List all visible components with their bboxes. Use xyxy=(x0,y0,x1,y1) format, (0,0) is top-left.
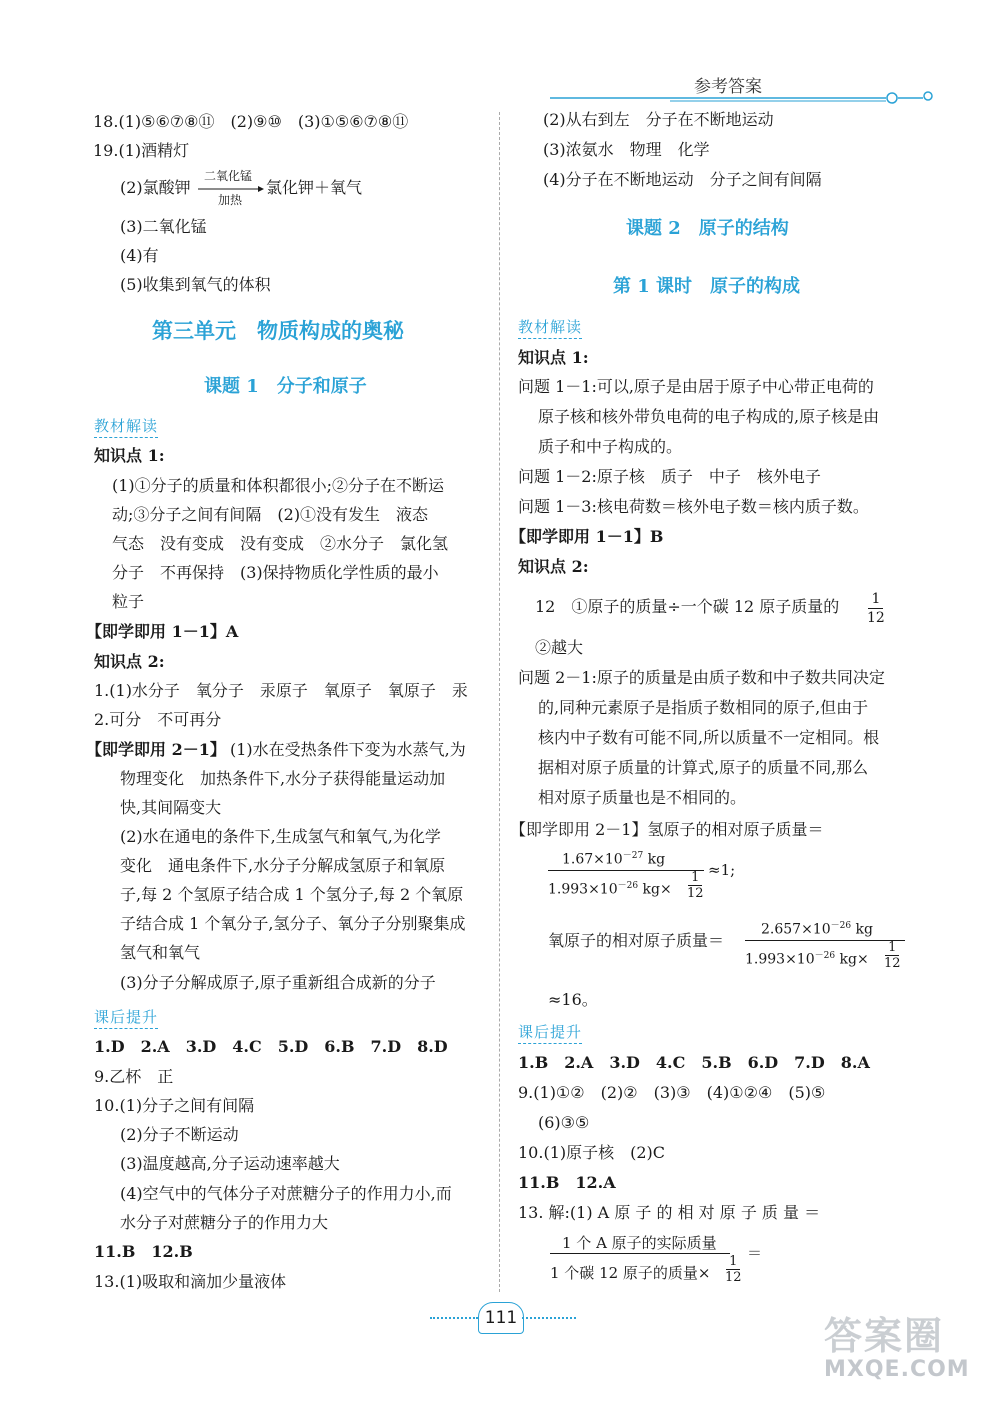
kp2-answer-1: 1.(1)水分子 氧分子 汞原子 氧原子 氧原子 汞 xyxy=(94,681,468,700)
answer-10-line: (4)空气中的气体分子对蔗糖分子的作用力小,而 xyxy=(120,1184,452,1203)
knowledge-point-2-r: 知识点 2: xyxy=(518,557,589,576)
answer-18: 18.(1)⑤⑥⑦⑧⑪ (2)⑨⑩ (3)①⑤⑥⑦⑧⑪ xyxy=(93,112,409,131)
fraction-bar xyxy=(548,870,704,871)
quick-use-1-1-r: 【即学即用 1－1】B xyxy=(510,527,664,546)
question-2-1-line: 的,同种元素原子是指质子数相同的原子,但由于 xyxy=(538,698,869,717)
answer-19: 19.(1)酒精灯 xyxy=(93,141,190,160)
answer-r-13: 13. 解:(1) A 原 子 的 相 对 原 子 质 量 ＝ xyxy=(518,1203,821,1222)
answer-19-2-product: 氯化钾＋氧气 xyxy=(266,178,363,197)
kp1-line: 气态 没有变成 没有变成 ②水分子 氯化氢 xyxy=(112,534,449,553)
answer-19-5: (5)收集到氧气的体积 xyxy=(120,275,271,294)
kp2-answer-2-r: ②越大 xyxy=(535,638,584,657)
kp2-line: 12 ①原子的质量÷一个碳 12 原子质量的 xyxy=(535,597,840,616)
watermark-logo: 答案圈 MXQE.COM xyxy=(824,1314,970,1382)
column-divider xyxy=(499,112,500,1292)
answers-r-1-8: 1.B 2.A 3.D 4.C 5.B 6.D 7.D 8.A xyxy=(518,1053,870,1072)
question-2-1-line: 据相对原子质量的计算式,原子的质量不同,那么 xyxy=(538,758,869,777)
quick-use-2-1-line: (2)水在通电的条件下,生成氢气和氧气,为化学 xyxy=(120,827,441,846)
question-2-1: 问题 2－1:原子的质量是由质子数和中子数共同决定 xyxy=(518,668,885,687)
answers-11-12: 11.B 12.B xyxy=(94,1242,193,1261)
reaction-arrow xyxy=(198,167,264,205)
kp2-answer-2: 2.可分 不可再分 xyxy=(94,710,222,729)
fraction-bar xyxy=(550,1253,730,1254)
section-after-class: 课后提升 xyxy=(94,1006,158,1029)
arrow-condition-top: 二氧化锰 xyxy=(204,169,253,183)
question-1-1: 问题 1－1:可以,原子是由居于原子中心带正电荷的 xyxy=(518,377,874,396)
quick-use-2-1-line: (1)水在受热条件下变为水蒸气,为 xyxy=(230,740,466,759)
quick-use-2-1-line: 快,其间隔变大 xyxy=(120,798,222,817)
oxygen-label: 氧原子的相对原子质量＝ xyxy=(548,931,725,950)
watermark-text: MXQE.COM xyxy=(824,1357,970,1382)
knowledge-point-1-r: 知识点 1: xyxy=(518,348,589,367)
kp1-line: 分子 不再保持 (3)保持物质化学性质的最小 xyxy=(112,563,439,582)
section-after-class-r: 课后提升 xyxy=(518,1021,582,1044)
period-title: 第 1 课时 原子的构成 xyxy=(613,276,801,297)
b13-denominator: 1 个碳 12 原子的质量× xyxy=(550,1264,711,1282)
quick-use-2-1-r: 【即学即用 2－1】氢原子的相对原子质量＝ xyxy=(510,820,824,839)
answer-r-10: 10.(1)原子核 (2)C xyxy=(518,1143,666,1162)
answers-1-8: 1.D 2.A 3.D 4.C 5.D 6.B 7.D 8.D xyxy=(94,1037,448,1056)
answer-13: 13.(1)吸取和滴加少量液体 xyxy=(94,1272,287,1291)
quick-use-1-1: 【即学即用 1－1】A xyxy=(86,622,239,641)
answer-r3: (3)浓氨水 物理 化学 xyxy=(543,140,710,159)
quick-use-2-1-line: (3)分子分解成原子,原子重新组合成新的分子 xyxy=(120,973,436,992)
fraction-one-twelfth: $\frac{1}{12}$ xyxy=(867,591,885,626)
arrow-condition-bottom: 加热 xyxy=(218,193,243,207)
question-2-1-line: 相对原子质量也是不相同的。 xyxy=(538,788,747,807)
h-numerator: 1.67×10 xyxy=(562,851,623,868)
answer-10-line: 水分子对蔗糖分子的作用力大 xyxy=(120,1213,329,1232)
quick-use-2-1-line: 物理变化 加热条件下,水分子获得能量运动加 xyxy=(120,769,446,788)
question-1-1-line: 质子和中子构成的。 xyxy=(538,437,683,456)
page-number: 111 xyxy=(484,1308,518,1328)
answers-r-11-12: 11.B 12.A xyxy=(518,1173,616,1192)
fraction-one-twelfth: $\frac{1}{12}$ xyxy=(687,870,704,901)
answer-19-4: (4)有 xyxy=(120,246,159,265)
answer-9: 9.乙杯 正 xyxy=(94,1067,174,1086)
answer-10: 10.(1)分子之间有间隔 xyxy=(94,1096,255,1115)
quick-use-2-1-line: 变化 通电条件下,水分子分解成氢原子和氧原 xyxy=(120,856,446,875)
answer-19-3: (3)二氧化锰 xyxy=(120,217,207,236)
question-2-1-line: 核内中子数有可能不同,所以质量不一定相同。根 xyxy=(538,728,880,747)
header-decoration xyxy=(550,88,935,104)
answer-10-line: (3)温度越高,分子运动速率越大 xyxy=(120,1154,340,1173)
header-title: 参考答案 xyxy=(694,77,762,97)
kp1-line: 动;③分子之间有间隔 (2)①没有发生 液态 xyxy=(112,505,429,524)
lesson-title-2: 课题 2 原子的结构 xyxy=(626,218,789,239)
fraction-one-twelfth: $\frac{1}{12}$ xyxy=(725,1254,742,1285)
knowledge-point-2: 知识点 2: xyxy=(94,652,165,671)
section-textbook-reading: 教材解读 xyxy=(94,415,158,438)
knowledge-point-1: 知识点 1: xyxy=(94,446,165,465)
answer-13-formula xyxy=(550,1232,770,1292)
o-numerator: 2.657×10 xyxy=(761,921,831,938)
oxygen-formula: $2.657\times 10^{-26}$ kg $1.993\times 10^{-26}$ kg× $\frac{1}{12}$ xyxy=(745,918,915,978)
question-1-2: 问题 1－2:原子核 质子 中子 核外电子 xyxy=(518,467,821,486)
answer-r-9-line: (6)③⑤ xyxy=(538,1113,590,1132)
answer-r2: (2)从右到左 分子在不断地运动 xyxy=(543,110,774,129)
quick-use-2-1-line: 子结合成 1 个氧分子,氢分子、氧分子分别聚集成 xyxy=(120,914,466,933)
lesson-title-1: 课题 1 分子和原子 xyxy=(204,376,367,397)
footer-dots-left xyxy=(430,1317,478,1319)
kp1-line: (1)①分子的质量和体积都很小;②分子在不断运 xyxy=(112,476,445,495)
fraction-one-twelfth: $\frac{1}{12}$ xyxy=(884,940,901,971)
answer-r-9: 9.(1)①② (2)② (3)③ (4)①②④ (5)⑤ xyxy=(518,1083,826,1102)
kp1-line: 粒子 xyxy=(112,592,145,611)
page-number-badge xyxy=(478,1302,524,1334)
footer-dots-right xyxy=(522,1317,576,1319)
h-result: ≈1; xyxy=(708,861,736,879)
quick-use-2-1-line: 氢气和氧气 xyxy=(120,943,201,962)
answer-r4: (4)分子在不断地运动 分子之间有间隔 xyxy=(543,170,822,189)
quick-use-2-1-line: 子,每 2 个氢原子结合成 1 个氢分子,每 2 个氧原 xyxy=(120,885,464,904)
unit-title: 第三单元 物质构成的奥秘 xyxy=(152,318,404,343)
hydrogen-formula: $1.67\times 10^{-27}$ kg $1.993\times 10^{-26}$ kg× $\frac{1}{12}$ ≈1; xyxy=(548,851,736,901)
question-1-1-line: 原子核和核外带负电荷的电子构成的,原子核是由 xyxy=(538,407,880,426)
h-denominator: 1.993×10 xyxy=(548,881,618,898)
b13-equals: ＝ xyxy=(747,1244,763,1262)
section-textbook-reading-r: 教材解读 xyxy=(518,316,582,339)
answer-10-line: (2)分子不断运动 xyxy=(120,1125,239,1144)
answer-19-2-reactant: (2)氯酸钾 xyxy=(120,178,191,197)
o-result: ≈16。 xyxy=(548,990,598,1009)
question-1-3: 问题 1－3:核电荷数＝核外电子数＝核内质子数。 xyxy=(518,497,869,516)
quick-use-2-1-label: 【即学即用 2－1】 xyxy=(86,740,226,759)
b13-numerator: 1 个 A 原子的实际质量 xyxy=(562,1234,717,1252)
o-denominator: 1.993×10 xyxy=(745,951,815,968)
